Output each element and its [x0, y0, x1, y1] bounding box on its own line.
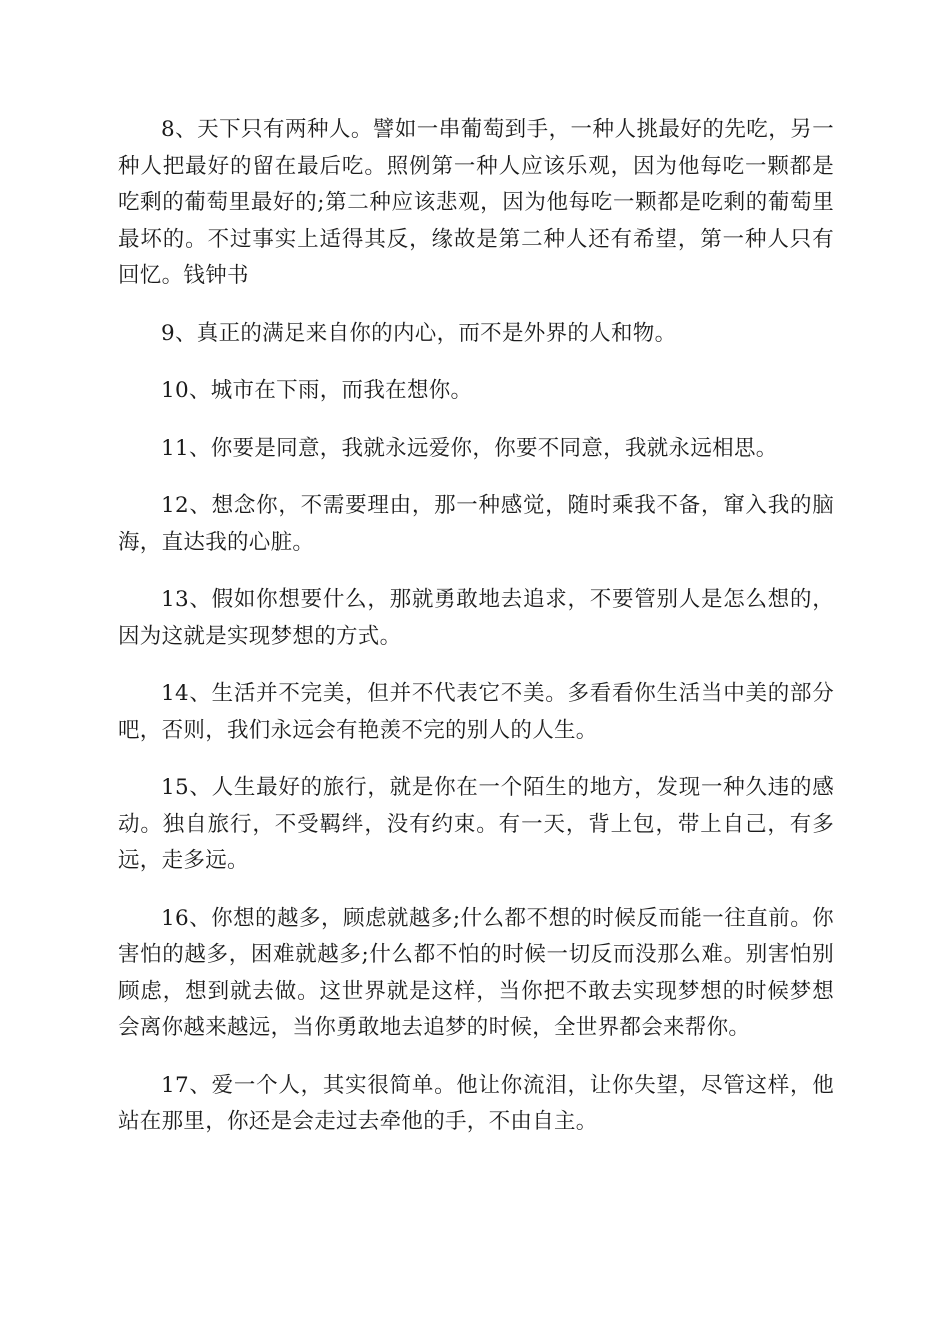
paragraph-10: 10、城市在下雨，而我在想你。 — [161, 378, 473, 403]
paragraph-15: 15、人生最好的旅行，就是你在一个陌生的地方，发现一种久违的感动。独自旅行，不受羁绊，没有约束。有一天，背上包，带上自己，有多远，走多远。 — [118, 775, 834, 873]
paragraph-14: 14、生活并不完美，但并不代表它不美。多看看你生活当中美的部分吧，否则，我们永远会有艳羡不完的别人的人生。 — [118, 681, 834, 743]
paragraph-12: 12、想念你，不需要理由，那一种感觉，随时乘我不备，窜入我的脑海，直达我的心脏。 — [118, 493, 834, 555]
document-page — [118, 112, 834, 1162]
paragraph-16: 16、你想的越多，顾虑就越多;什么都不想的时候反而能一往直前。你害怕的越多，困难就越多;什么都不怕的时候一切反而没那么难。别害怕别顾虑，想到就去做。这世界就是这样，当你把不敢去实现梦想的时候梦想会离你越来越远，当你勇敢地去追梦的时候，全世界都会来帮你。 — [118, 905, 834, 1040]
paragraph-8: 8、天下只有两种人。譬如一串葡萄到手，一种人挑最好的先吃，另一种人把最好的留在最后吃。照例第一种人应该乐观，因为他每吃一颗都是吃剩的葡萄里最好的;第二种应该悲观，因为他每吃一颗都是吃剩的葡萄里最坏的。不过事实上适得其反，缘故是第二种人还有希望，第一种人只有回忆。钱钟书 — [118, 117, 834, 288]
paragraph-9: 9、真正的满足来自你的内心，而不是外界的人和物。 — [161, 320, 677, 346]
paragraph-11: 11、你要是同意，我就永远爱你，你要不同意，我就永远相思。 — [161, 435, 778, 461]
paragraph-13: 13、假如你想要什么，那就勇敢地去追求，不要管别人是怎么想的，因为这就是实现梦想的方式。 — [118, 587, 834, 649]
paragraph-17: 17、爱一个人，其实很简单。他让你流泪，让你失望，尽管这样，他站在那里，你还是会走过去牵他的手，不由自主。 — [118, 1072, 834, 1134]
